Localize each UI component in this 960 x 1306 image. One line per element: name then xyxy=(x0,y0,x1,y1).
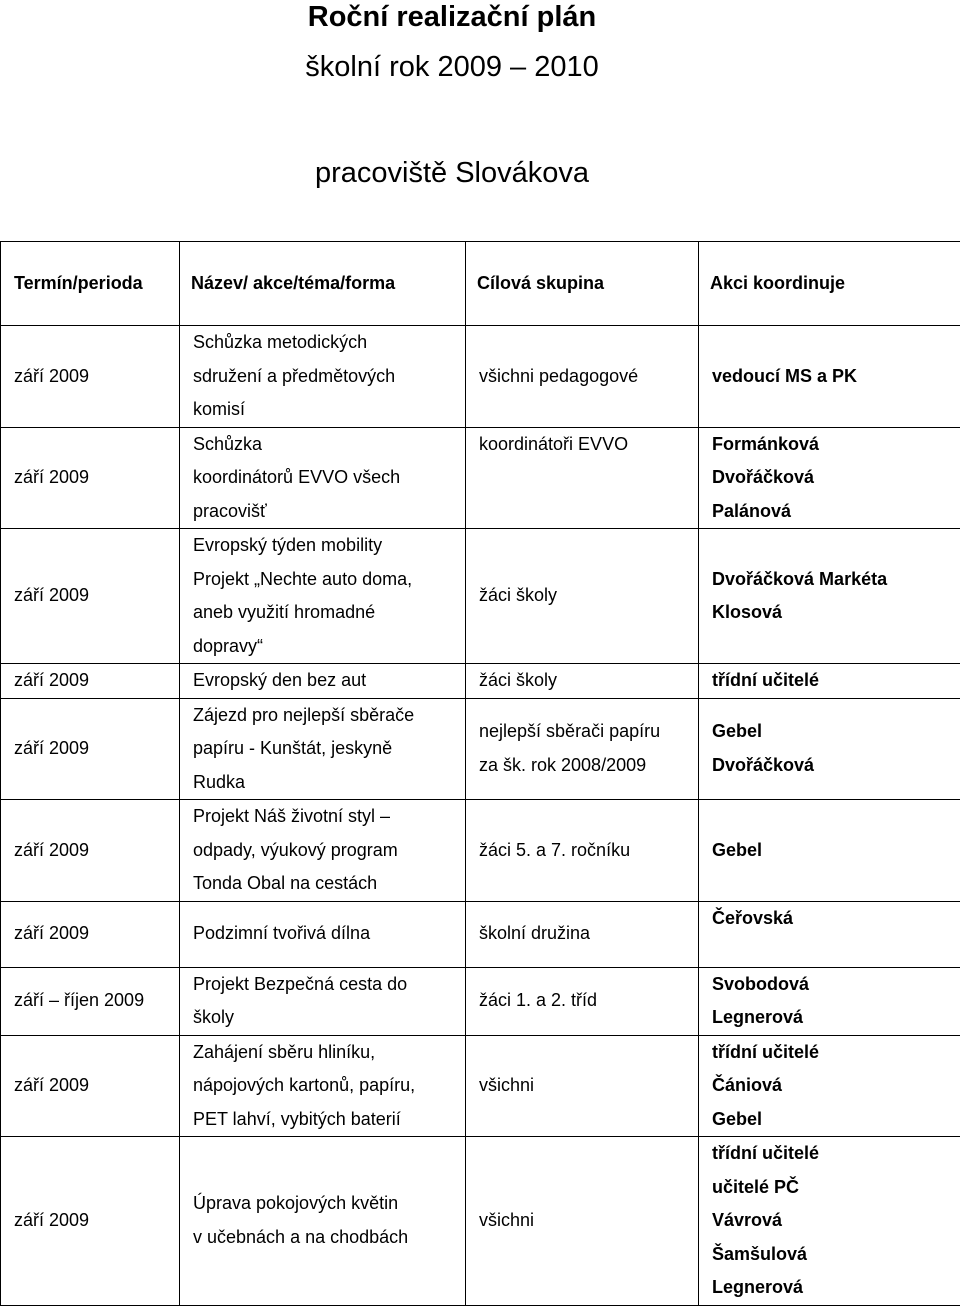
workplace: pracoviště Slovákova xyxy=(0,156,904,190)
row-target-line: žáci 1. a 2. tříd xyxy=(479,984,698,1018)
row-coordinator-line: Klosová xyxy=(712,596,960,630)
row-coordinator-line: Formánková xyxy=(712,428,960,462)
row-coordinator xyxy=(699,664,960,699)
row-name xyxy=(180,529,466,664)
row-coordinator-line: Legnerová xyxy=(712,1001,960,1035)
row-coordinator xyxy=(699,1137,960,1306)
row-coordinator-line: Čeřovská xyxy=(712,902,960,936)
row-name xyxy=(180,901,466,967)
row-name-line: Podzimní tvořivá dílna xyxy=(193,917,465,951)
row-name-line: Tonda Obal na cestách xyxy=(193,867,465,901)
table-header-row xyxy=(1,242,960,326)
row-target xyxy=(466,427,699,529)
plan-table xyxy=(0,241,960,1306)
row-coordinator-line: učitelé PČ xyxy=(712,1171,960,1205)
row-term: září 2009 xyxy=(1,664,180,699)
row-coordinator-line: vedoucí MS a PK xyxy=(712,360,960,394)
row-name xyxy=(180,967,466,1035)
row-coordinator xyxy=(699,800,960,902)
school-year: školní rok 2009 – 2010 xyxy=(0,50,904,84)
row-term: září – říjen 2009 xyxy=(1,967,180,1035)
row-name-line: sdružení a předmětových xyxy=(193,360,465,394)
table-row xyxy=(1,800,960,902)
row-name-line: Evropský týden mobility xyxy=(193,529,465,563)
row-name-line: odpady, výukový program xyxy=(193,834,465,868)
row-name-line: komisí xyxy=(193,393,465,427)
row-term: září 2009 xyxy=(1,1137,180,1306)
row-target xyxy=(466,326,699,428)
row-coordinator-line: Legnerová xyxy=(712,1271,960,1305)
row-coordinator-line: Čániová xyxy=(712,1069,960,1103)
row-target-line: koordinátoři EVVO xyxy=(479,428,698,462)
row-target-line: žáci školy xyxy=(479,664,698,698)
row-coordinator xyxy=(699,529,960,664)
row-term: září 2009 xyxy=(1,1035,180,1137)
row-name-line: koordinátorů EVVO všech xyxy=(193,461,465,495)
row-name-line: Projekt „Nechte auto doma, xyxy=(193,563,465,597)
plan-title: Roční realizační plán xyxy=(0,0,904,34)
row-target-line: všichni xyxy=(479,1069,698,1103)
row-name-line: Projekt Bezpečná cesta do xyxy=(193,968,465,1002)
row-name-line: Zahájení sběru hliníku, xyxy=(193,1036,465,1070)
header-target: Cílová skupina xyxy=(466,242,699,326)
row-coordinator-line: Vávrová xyxy=(712,1204,960,1238)
row-target-line: za šk. rok 2008/2009 xyxy=(479,749,698,783)
header-term: Termín/perioda xyxy=(1,242,180,326)
row-name xyxy=(180,800,466,902)
row-coordinator xyxy=(699,901,960,967)
row-target-line: žáci školy xyxy=(479,579,698,613)
row-term: září 2009 xyxy=(1,901,180,967)
row-coordinator-line: třídní učitelé xyxy=(712,1137,960,1171)
row-target xyxy=(466,1137,699,1306)
row-name-line: Zájezd pro nejlepší sběrače xyxy=(193,699,465,733)
row-target-line: žáci 5. a 7. ročníku xyxy=(479,834,698,868)
row-name-line: dopravy“ xyxy=(193,630,465,664)
row-coordinator-line: Palánová xyxy=(712,495,960,529)
row-coordinator xyxy=(699,967,960,1035)
header-coordinator: Akci koordinuje xyxy=(699,242,960,326)
row-name-line: Úprava pokojových květin xyxy=(193,1187,465,1221)
row-target xyxy=(466,1035,699,1137)
header-name: Název/ akce/téma/forma xyxy=(180,242,466,326)
row-coordinator xyxy=(699,326,960,428)
row-target xyxy=(466,901,699,967)
row-coordinator-line: Gebel xyxy=(712,715,960,749)
row-name xyxy=(180,427,466,529)
row-coordinator-line: Dvořáčková xyxy=(712,461,960,495)
row-name-line: Evropský den bez aut xyxy=(193,664,465,698)
row-coordinator-line: Svobodová xyxy=(712,968,960,1002)
row-coordinator-line: třídní učitelé xyxy=(712,664,960,698)
table-row xyxy=(1,664,960,699)
row-name xyxy=(180,664,466,699)
row-target xyxy=(466,698,699,800)
table-row xyxy=(1,1035,960,1137)
row-name-line: školy xyxy=(193,1001,465,1035)
table-row xyxy=(1,1137,960,1306)
row-term: září 2009 xyxy=(1,698,180,800)
row-term: září 2009 xyxy=(1,800,180,902)
row-name xyxy=(180,698,466,800)
table-row xyxy=(1,967,960,1035)
row-name-line: v učebnách a na chodbách xyxy=(193,1221,465,1255)
row-name xyxy=(180,1137,466,1306)
row-target-line: nejlepší sběrači papíru xyxy=(479,715,698,749)
row-target xyxy=(466,664,699,699)
row-target-line: všichni xyxy=(479,1204,698,1238)
row-target xyxy=(466,967,699,1035)
row-name xyxy=(180,326,466,428)
row-name-line: Schůzka metodických xyxy=(193,326,465,360)
row-target xyxy=(466,800,699,902)
row-name-line: Rudka xyxy=(193,766,465,800)
row-name-line: aneb využití hromadné xyxy=(193,596,465,630)
row-name-line: nápojových kartonů, papíru, xyxy=(193,1069,465,1103)
row-coordinator-line: Dvořáčková xyxy=(712,749,960,783)
row-coordinator xyxy=(699,698,960,800)
table-row xyxy=(1,901,960,967)
row-name-line: PET lahví, vybitých baterií xyxy=(193,1103,465,1137)
table-row xyxy=(1,529,960,664)
row-coordinator xyxy=(699,427,960,529)
row-name-line: Schůzka xyxy=(193,428,465,462)
row-name-line: Projekt Náš životní styl – xyxy=(193,800,465,834)
table-row xyxy=(1,698,960,800)
row-name xyxy=(180,1035,466,1137)
row-name-line: pracovišť xyxy=(193,495,465,529)
row-term: září 2009 xyxy=(1,529,180,664)
row-coordinator-line: Gebel xyxy=(712,1103,960,1137)
row-target xyxy=(466,529,699,664)
row-term: září 2009 xyxy=(1,326,180,428)
row-coordinator-line: Gebel xyxy=(712,834,960,868)
row-coordinator-line: Šamšulová xyxy=(712,1238,960,1272)
row-target-line: všichni pedagogové xyxy=(479,360,698,394)
table-row xyxy=(1,326,960,428)
row-target-line: školní družina xyxy=(479,917,698,951)
row-coordinator-line: Dvořáčková Markéta xyxy=(712,563,960,597)
row-coordinator-line: třídní učitelé xyxy=(712,1036,960,1070)
table-row xyxy=(1,427,960,529)
row-name-line: papíru - Kunštát, jeskyně xyxy=(193,732,465,766)
row-term: září 2009 xyxy=(1,427,180,529)
row-coordinator xyxy=(699,1035,960,1137)
